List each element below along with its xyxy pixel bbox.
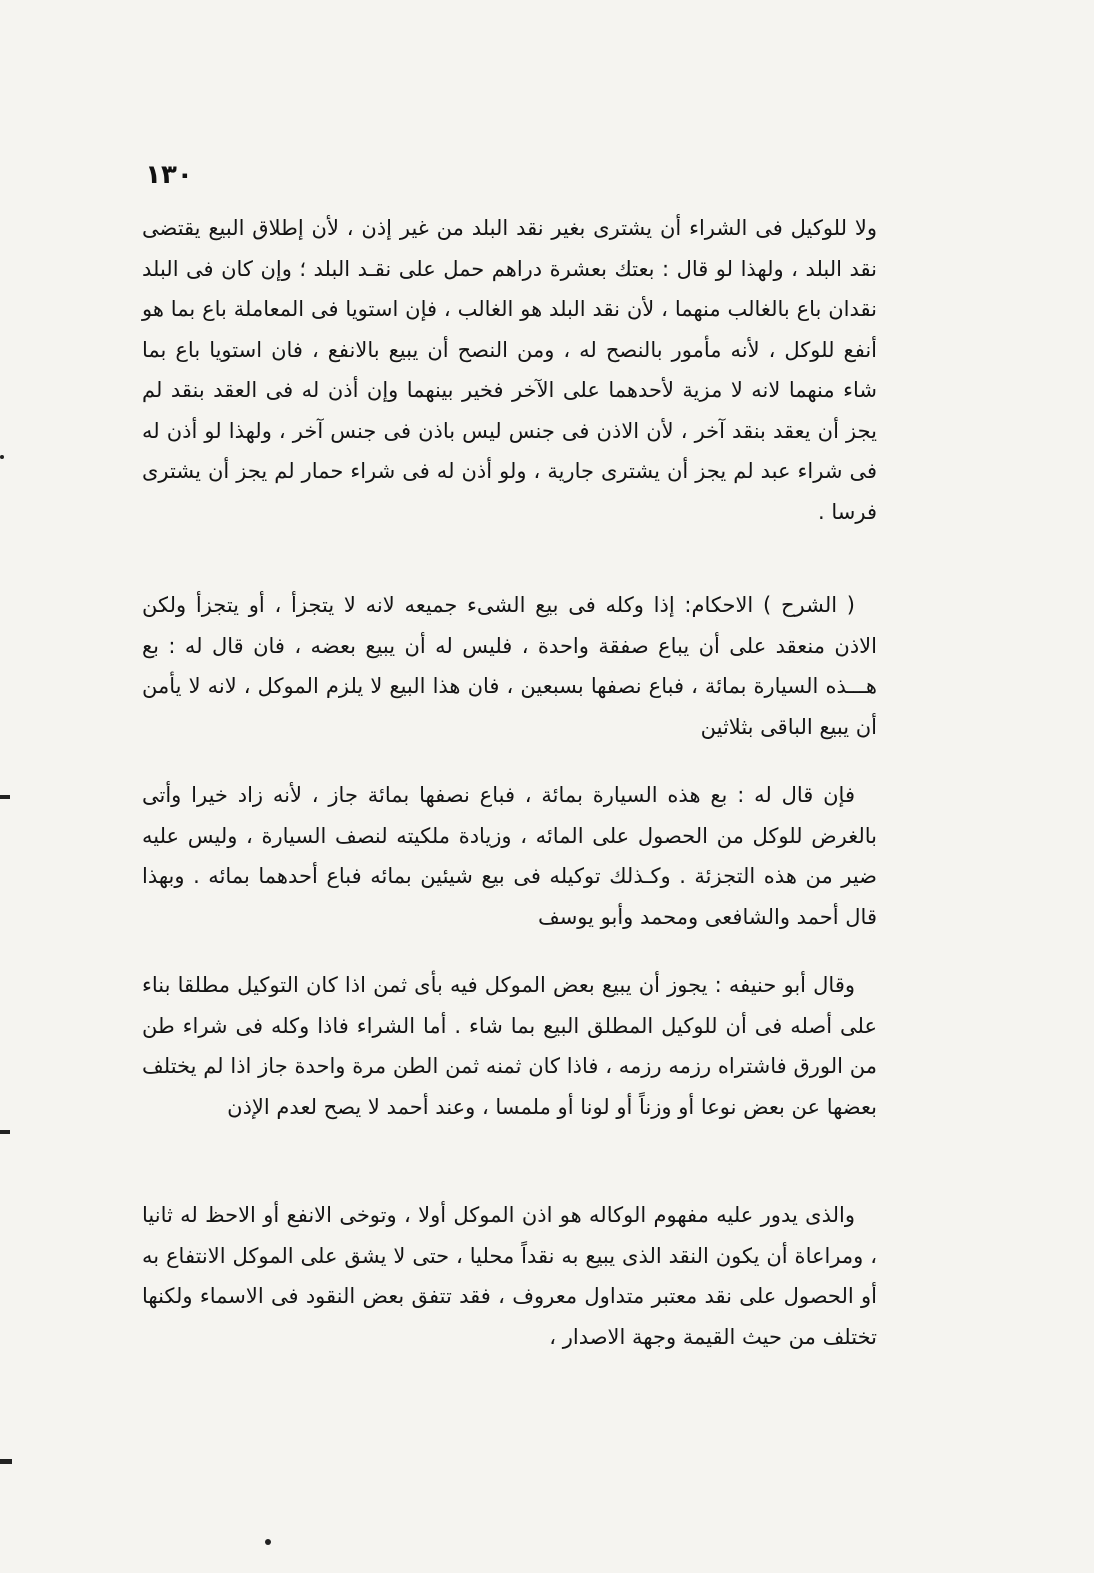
scan-edge-mark <box>0 1130 10 1134</box>
scan-edge-mark <box>0 1459 12 1464</box>
paragraph-text: ( الشرح ) الاحكام: إذا وكله فى بيع الشىء جميعه لانه لا يتجزأ ، أو يتجزأ ولكن الاذن منعقد على أن يباع صفقة واحدة ، فليس له أن يبيع بعضه ، فان قال له : بع هـــذه السيارة بمائة ، فباع نصفها بسبعين ، فان هذا البيع لا يلزم الموكل ، لانه لا يأمن أن يبيع الباقى بثلاثين <box>142 593 877 739</box>
paragraph-5 <box>142 1195 877 1357</box>
paragraph-3 <box>142 775 877 937</box>
paragraph-text: والذى يدور عليه مفهوم الوكاله هو اذن الموكل أولا ، وتوخى الانفع أو الاحظ له ثانيا ، ومراعاة أن يكون النقد الذى يبيع به نقداً محليا ، حتى لا يشق على الموكل الانتفاع به أو الحصول على نقد معتبر متداول معروف ، فقد تتفق بعض النقود فى الاسماء ولكنها تختلف من حيث القيمة وجهة الاصدار ، <box>142 1203 877 1349</box>
paragraph-2 <box>142 585 877 747</box>
scan-edge-mark <box>0 455 4 459</box>
paragraph-text: فإن قال له : بع هذه السيارة بمائة ، فباع نصفها بمائة جاز ، لأنه زاد خيرا وأتى بالغرض للوكل من الحصول على المائه ، وزيادة ملكيته لنصف السيارة ، وليس عليه ضير من هذه التجزئة . وكـذلك توكيله فى بيع شيئين بمائه فباع أحدهما بمائه . وبهذا قال أحمد والشافعى ومحمد وأبو يوسف <box>142 783 877 929</box>
paragraph-1 <box>142 208 877 532</box>
paragraph-text: وقال أبو حنيفه : يجوز أن يبيع بعض الموكل فيه بأى ثمن اذا كان التوكيل مطلقا بناء على أصله فى أن للوكيل المطلق البيع بما شاء . أما الشراء فاذا وكله فى شراء طن من الورق فاشتراه رزمه رزمه ، فاذا كان ثمنه ثمن الطن مرة واحدة جاز اذا لم يختلف بعضها عن بعض نوعا أو وزناً أو لونا أو ملمسا ، وعند أحمد لا يصح لعدم الإذن <box>142 973 877 1119</box>
paragraph-text: ولا للوكيل فى الشراء أن يشترى بغير نقد البلد من غير إذن ، لأن إطلاق البيع يقتضى نقد البلد ، ولهذا لو قال : بعتك بعشرة دراهم حمل على نقـد البلد ؛ وإن كان فى البلد نقدان باع بالغالب منهما ، لأن نقد البلد هو الغالب ، فإن استويا فى المعاملة باع بما هو أنفع للوكل ، لأنه مأمور بالنصح له ، ومن النصح أن يبيع بالانفع ، فان استويا باع بما شاء منهما لانه لا مزية لأحدهما على الآخر فخير بينهما وإن أذن له فى العقد بنقد لم يجز أن يعقد بنقد آخر ، لأن الاذن فى جنس ليس باذن فى جنس آخر ، ولهذا لو أذن له فى شراء عبد لم يجز أن يشترى جارية ، ولو أذن له فى شراء حمار لم يجز أن يشترى فرسا . <box>142 216 877 524</box>
page-number: ١٣٠ <box>145 160 193 190</box>
ink-dot <box>265 1539 271 1545</box>
paragraph-4 <box>142 965 877 1127</box>
scan-edge-mark <box>0 795 10 799</box>
